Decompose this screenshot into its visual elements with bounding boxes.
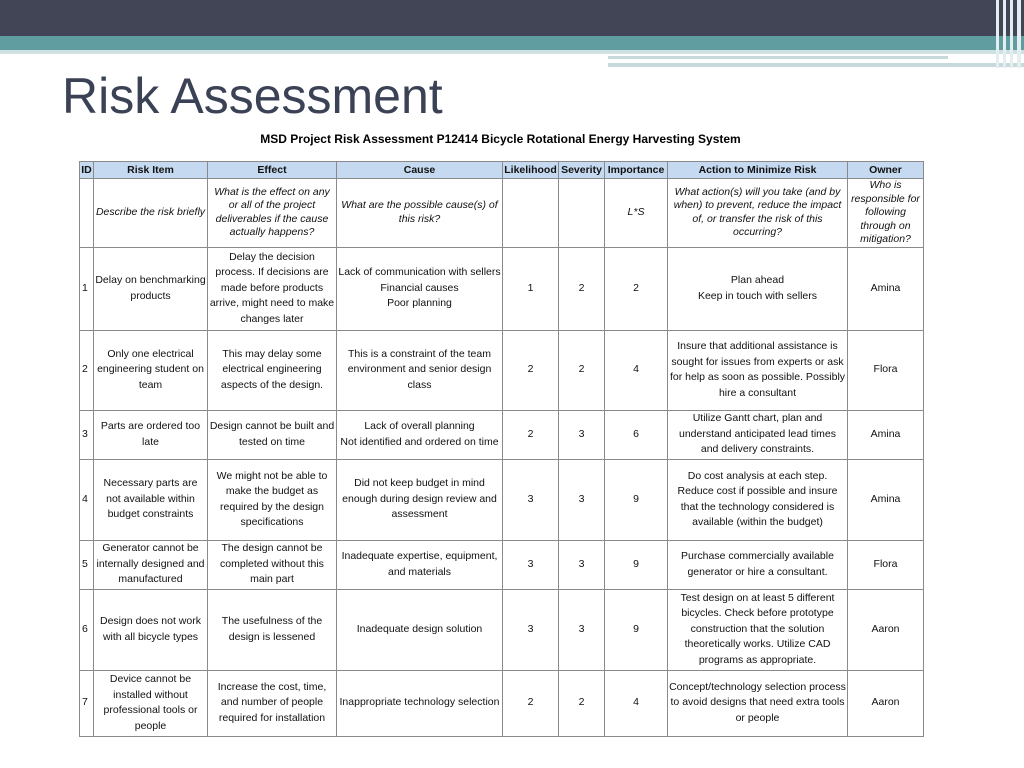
cell-effect: We might not be able to make the budget as required by the design specifications [208,459,337,540]
table-row [80,540,924,589]
header-owner: Owner [848,162,924,179]
cell-cause: This is a constraint of the team environment and senior design class [337,330,503,410]
desc-effect: What is the effect on any or all of the project deliverables if the cause actually happens? [208,179,337,248]
cell-action: Plan ahead Keep in touch with sellers [668,247,848,330]
desc-owner: Who is responsible for following through on mitigation? [848,179,924,248]
cell-cause: Inadequate design solution [337,589,503,670]
cell-severity: 3 [559,540,605,589]
desc-importance: L*S [605,179,668,248]
cell-effect: Design cannot be built and tested on time [208,410,337,459]
decorative-stripes [994,0,1024,68]
cell-cause: Lack of overall planning Not identified and ordered on time [337,410,503,459]
cell-effect: The design cannot be completed without this main part [208,540,337,589]
cell-id: 2 [80,330,94,410]
cell-id: 1 [80,247,94,330]
cell-importance: 4 [605,670,668,736]
header-likelihood: Likelihood [503,162,559,179]
cell-risk-item: Parts are ordered too late [94,410,208,459]
cell-risk-item: Device cannot be installed without professional tools or people [94,670,208,736]
cell-action: Do cost analysis at each step. Reduce cost if possible and insure that the technology considered is available (within the budget) [668,459,848,540]
cell-cause: Inappropriate technology selection [337,670,503,736]
header-importance: Importance [605,162,668,179]
cell-importance: 9 [605,589,668,670]
cell-owner: Amina [848,247,924,330]
table-row [80,589,924,670]
cell-severity: 3 [559,410,605,459]
decorative-line [608,63,1024,67]
cell-id: 5 [80,540,94,589]
cell-owner: Flora [848,540,924,589]
cell-action: Insure that additional assistance is sought for issues from experts or ask for help as soon as possible. Possibly hire a consultant [668,330,848,410]
cell-effect: This may delay some electrical engineering aspects of the design. [208,330,337,410]
cell-importance: 9 [605,540,668,589]
document-title: MSD Project Risk Assessment P12414 Bicycle Rotational Energy Harvesting System [260,132,741,146]
cell-cause: Inadequate expertise, equipment, and materials [337,540,503,589]
desc-severity [559,179,605,248]
cell-effect: The usefulness of the design is lessened [208,589,337,670]
table-row [80,247,924,330]
description-row [80,179,924,248]
cell-id: 4 [80,459,94,540]
table-row [80,330,924,410]
accent-thin-band [0,50,1024,54]
cell-likelihood: 2 [503,410,559,459]
cell-id: 3 [80,410,94,459]
cell-importance: 2 [605,247,668,330]
risk-table [79,161,924,737]
cell-owner: Aaron [848,670,924,736]
table-row [80,410,924,459]
cell-likelihood: 2 [503,670,559,736]
cell-cause: Did not keep budget in mind enough during design review and assessment [337,459,503,540]
cell-likelihood: 3 [503,589,559,670]
cell-action: Purchase commercially available generator or hire a consultant. [668,540,848,589]
cell-importance: 6 [605,410,668,459]
cell-importance: 4 [605,330,668,410]
cell-likelihood: 1 [503,247,559,330]
table-header-row [80,162,924,179]
cell-effect: Delay the decision process. If decisions are made before products arrive, might need to make changes later [208,247,337,330]
table-row [80,459,924,540]
cell-owner: Amina [848,410,924,459]
cell-effect: Increase the cost, time, and number of people required for installation [208,670,337,736]
cell-likelihood: 3 [503,459,559,540]
header-risk-item: Risk Item [94,162,208,179]
cell-action: Concept/technology selection process to avoid designs that need extra tools or people [668,670,848,736]
header-id: ID [80,162,94,179]
header-action: Action to Minimize Risk [668,162,848,179]
cell-severity: 2 [559,670,605,736]
header-cause: Cause [337,162,503,179]
table-row [80,670,924,736]
cell-id: 6 [80,589,94,670]
desc-action: What action(s) will you take (and by when) to prevent, reduce the impact of, or transfer the risk of this occurring? [668,179,848,248]
cell-action: Test design on at least 5 different bicycles. Check before prototype construction that the solution theoretically works. Utilize CAD programs as appropriate. [668,589,848,670]
cell-risk-item: Delay on benchmarking products [94,247,208,330]
cell-severity: 2 [559,330,605,410]
desc-cause: What are the possible cause(s) of this risk? [337,179,503,248]
header-severity: Severity [559,162,605,179]
cell-likelihood: 2 [503,330,559,410]
cell-action: Utilize Gantt chart, plan and understand anticipated lead times and delivery constraints. [668,410,848,459]
slide-title: Risk Assessment [62,68,443,124]
desc-likelihood [503,179,559,248]
cell-cause: Lack of communication with sellers Financial causes Poor planning [337,247,503,330]
desc-risk-item: Describe the risk briefly [94,179,208,248]
accent-band [0,36,1024,50]
desc-id [80,179,94,248]
cell-id: 7 [80,670,94,736]
cell-importance: 9 [605,459,668,540]
cell-risk-item: Generator cannot be internally designed and manufactured [94,540,208,589]
cell-severity: 2 [559,247,605,330]
top-bar [0,0,1024,36]
decorative-line [608,56,948,59]
cell-risk-item: Necessary parts are not available within budget constraints [94,459,208,540]
cell-risk-item: Only one electrical engineering student on team [94,330,208,410]
cell-risk-item: Design does not work with all bicycle types [94,589,208,670]
cell-owner: Amina [848,459,924,540]
cell-severity: 3 [559,459,605,540]
header-effect: Effect [208,162,337,179]
cell-likelihood: 3 [503,540,559,589]
cell-owner: Aaron [848,589,924,670]
cell-owner: Flora [848,330,924,410]
cell-severity: 3 [559,589,605,670]
